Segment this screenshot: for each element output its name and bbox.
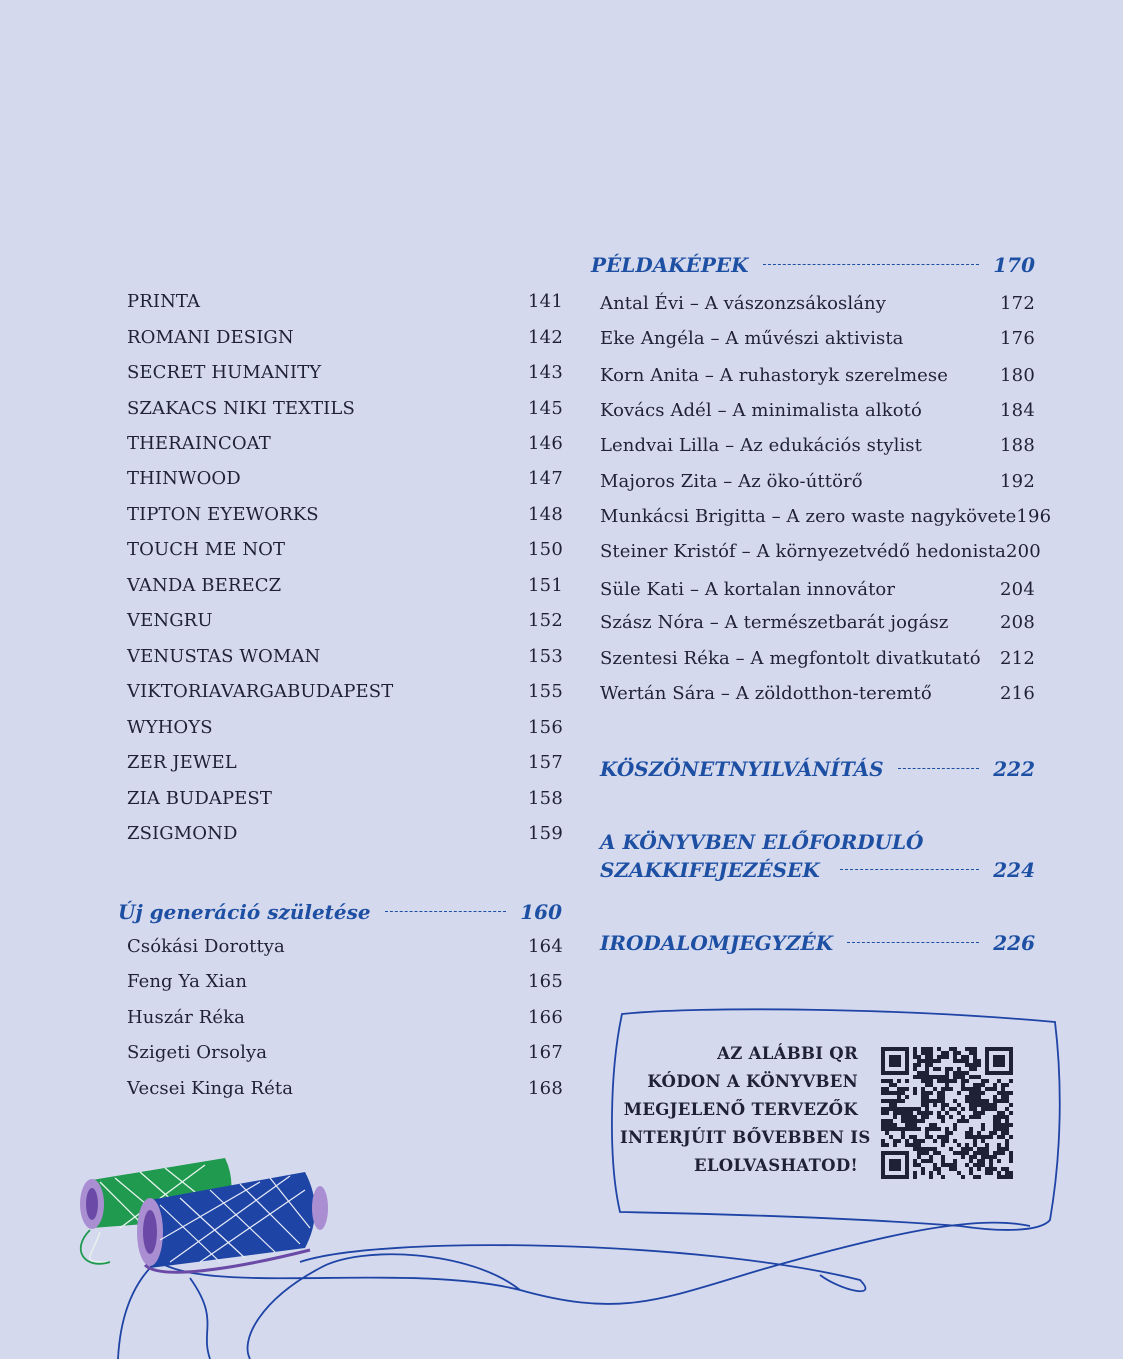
- entry-title: THINWOOD: [127, 468, 241, 489]
- entry-page-number: 142: [528, 327, 563, 348]
- entry-title: Feng Ya Xian: [127, 971, 248, 992]
- entry-page-number: 143: [528, 362, 563, 383]
- qr-finder-pattern: [881, 1151, 909, 1179]
- toc-entry[interactable]: [127, 677, 563, 707]
- leader-dots: [840, 869, 980, 870]
- entry-page-number: 148: [528, 504, 563, 525]
- entry-page-number: 180: [1000, 365, 1035, 386]
- leader-dots: [385, 911, 507, 912]
- entry-title: VENGRU: [127, 610, 213, 631]
- entry-title: Huszár Réka: [127, 1007, 246, 1028]
- leader-dots: [847, 942, 979, 943]
- entry-title: TIPTON EYEWORKS: [127, 504, 319, 525]
- entry-page-number: 155: [528, 681, 563, 702]
- entry-page-number: 200: [1005, 541, 1041, 562]
- section-title: IRODALOMJEGYZÉK: [600, 931, 834, 955]
- section-title: Új generáció születése: [118, 900, 371, 924]
- toc-entry[interactable]: [127, 606, 563, 636]
- section-title: PÉLDAKÉPEK: [591, 253, 749, 277]
- entry-title: VENUSTAS WOMAN: [127, 646, 321, 667]
- toc-entry[interactable]: [600, 324, 1035, 354]
- toc-entry[interactable]: [600, 644, 1035, 674]
- entry-title: Eke Angéla – A művészi aktivista: [600, 328, 904, 349]
- toc-entry[interactable]: [127, 967, 563, 997]
- toc-entry[interactable]: [127, 464, 563, 494]
- entry-page-number: 172: [1000, 293, 1035, 314]
- blue-thread-spool-icon: [137, 1172, 328, 1272]
- qr-note-line: INTERJÚIT BŐVEBBEN IS: [620, 1128, 871, 1147]
- entry-page-number: 184: [1000, 400, 1035, 421]
- toc-entry[interactable]: [127, 784, 563, 814]
- entry-page-number: 167: [528, 1042, 563, 1063]
- section-uj-generacio[interactable]: [118, 898, 562, 926]
- entry-page-number: 188: [1000, 435, 1035, 456]
- toc-entry[interactable]: [600, 361, 1035, 391]
- entry-page-number: 196: [1016, 506, 1052, 527]
- section-irodalom[interactable]: [600, 929, 1035, 957]
- entry-title: SZAKACS NIKI TEXTILS: [127, 398, 355, 419]
- section-koszonet[interactable]: [600, 755, 1035, 783]
- qr-note-line: MEGJELENŐ TERVEZŐK: [623, 1100, 858, 1119]
- toc-entry[interactable]: [600, 575, 1035, 605]
- entry-page-number: 192: [1000, 471, 1035, 492]
- entry-title: Vecsei Kinga Réta: [127, 1078, 294, 1099]
- section-page: 222: [993, 757, 1035, 781]
- toc-entry[interactable]: [127, 713, 563, 743]
- entry-title: ZER JEWEL: [127, 752, 237, 773]
- toc-entry[interactable]: [600, 289, 1035, 319]
- entry-title: ZIA BUDAPEST: [127, 788, 272, 809]
- toc-entry[interactable]: [127, 500, 563, 530]
- toc-entry[interactable]: [127, 535, 563, 565]
- entry-page-number: 166: [528, 1007, 563, 1028]
- entry-page-number: 208: [1000, 612, 1035, 633]
- entry-title: ZSIGMOND: [127, 823, 238, 844]
- entry-title: SECRET HUMANITY: [127, 362, 322, 383]
- entry-page-number: 159: [528, 823, 563, 844]
- entry-title: Antal Évi – A vászonzsákoslány: [600, 293, 886, 314]
- section-szakkifejezesek[interactable]: [600, 828, 1035, 884]
- entry-page-number: 168: [528, 1078, 563, 1099]
- leader-dots: [898, 768, 980, 769]
- entry-page-number: 212: [1000, 648, 1035, 669]
- toc-entry[interactable]: [127, 323, 563, 353]
- toc-entry[interactable]: [127, 358, 563, 388]
- entry-title: Munkácsi Brigitta – A zero waste nagykövete: [600, 506, 1017, 527]
- entry-title: Kovács Adél – A minimalista alkotó: [600, 400, 922, 421]
- entry-page-number: 150: [528, 539, 563, 560]
- entry-title: THERAINCOAT: [127, 433, 271, 454]
- entry-title: ROMANI DESIGN: [127, 327, 294, 348]
- entry-title: Wertán Sára – A zöldotthon-teremtő: [600, 683, 932, 704]
- entry-page-number: 216: [1000, 683, 1035, 704]
- entry-title: VANDA BERECZ: [127, 575, 282, 596]
- toc-entry[interactable]: [127, 429, 563, 459]
- entry-title: Szász Nóra – A természetbarát jogász: [600, 612, 949, 633]
- toc-entry[interactable]: [127, 932, 563, 962]
- leader-dots: [763, 264, 980, 265]
- toc-entry[interactable]: [127, 1074, 563, 1104]
- toc-entry[interactable]: [127, 1038, 563, 1068]
- entry-page-number: 158: [528, 788, 563, 809]
- qr-finder-pattern: [881, 1047, 909, 1075]
- entry-title: Korn Anita – A ruhastoryk szerelmese: [600, 365, 949, 386]
- entry-title: Majoros Zita – Az öko-úttörő: [600, 471, 863, 492]
- qr-note-line: AZ ALÁBBI QR: [717, 1044, 858, 1063]
- thread-line: [118, 1223, 1030, 1359]
- entry-title: Szentesi Réka – A megfontolt divatkutató: [600, 648, 981, 669]
- section-page: 170: [993, 253, 1035, 277]
- entry-title: PRINTA: [127, 291, 201, 312]
- entry-title: Steiner Kristóf – A környezetvédő hedonista: [600, 541, 1006, 562]
- entry-page-number: 151: [528, 575, 563, 596]
- qr-code-icon[interactable]: [881, 1047, 1013, 1179]
- entry-title: VIKTORIAVARGABUDAPEST: [127, 681, 394, 702]
- toc-entry[interactable]: [127, 394, 563, 424]
- qr-note-line: ELOLVASHATOD!: [693, 1156, 858, 1175]
- toc-entry[interactable]: [127, 1003, 563, 1033]
- toc-entry[interactable]: [127, 748, 563, 778]
- entry-page-number: 176: [1000, 328, 1035, 349]
- section-title-line1: A KÖNYVBEN ELŐFORDULÓ: [600, 830, 924, 854]
- entry-page-number: 147: [528, 468, 563, 489]
- section-page: 224: [993, 858, 1035, 882]
- qr-code-note: [620, 1040, 871, 1180]
- green-thread-spool-icon: [80, 1158, 232, 1264]
- entry-page-number: 157: [528, 752, 563, 773]
- section-peldakepek[interactable]: [591, 251, 1035, 279]
- entry-title: Süle Kati – A kortalan innovátor: [600, 579, 896, 600]
- entry-title: WYHOYS: [127, 717, 213, 738]
- entry-page-number: 141: [528, 291, 563, 312]
- entry-page-number: 156: [528, 717, 563, 738]
- section-title: KÖSZÖNETNYILVÁNÍTÁS: [600, 757, 884, 781]
- toc-entry[interactable]: [127, 571, 563, 601]
- entry-page-number: 152: [528, 610, 563, 631]
- entry-page-number: 164: [528, 936, 563, 957]
- toc-entry[interactable]: [600, 608, 1035, 638]
- toc-entry[interactable]: [127, 642, 563, 672]
- toc-entry[interactable]: [600, 502, 1052, 532]
- entry-title: Csókási Dorottya: [127, 936, 285, 957]
- entry-title: Lendvai Lilla – Az edukációs stylist: [600, 435, 922, 456]
- entry-page-number: 165: [528, 971, 563, 992]
- entry-title: TOUCH ME NOT: [127, 539, 286, 560]
- section-page: 226: [993, 931, 1035, 955]
- toc-entry[interactable]: [600, 679, 1035, 709]
- toc-entry[interactable]: [127, 819, 563, 849]
- section-page: 160: [520, 900, 562, 924]
- entry-page-number: 146: [528, 433, 563, 454]
- toc-entry[interactable]: [600, 431, 1035, 461]
- section-title-line2: SZAKKIFEJEZÉSEK: [600, 858, 820, 882]
- qr-finder-pattern: [985, 1047, 1013, 1075]
- qr-note-line: KÓDON A KÖNYVBEN: [647, 1072, 858, 1091]
- entry-page-number: 153: [528, 646, 563, 667]
- toc-entry[interactable]: [600, 467, 1035, 497]
- entry-page-number: 204: [1000, 579, 1035, 600]
- entry-page-number: 145: [528, 398, 563, 419]
- toc-entry[interactable]: [600, 537, 1041, 567]
- entry-title: Szigeti Orsolya: [127, 1042, 268, 1063]
- toc-entry[interactable]: [127, 287, 563, 317]
- toc-entry[interactable]: [600, 396, 1035, 426]
